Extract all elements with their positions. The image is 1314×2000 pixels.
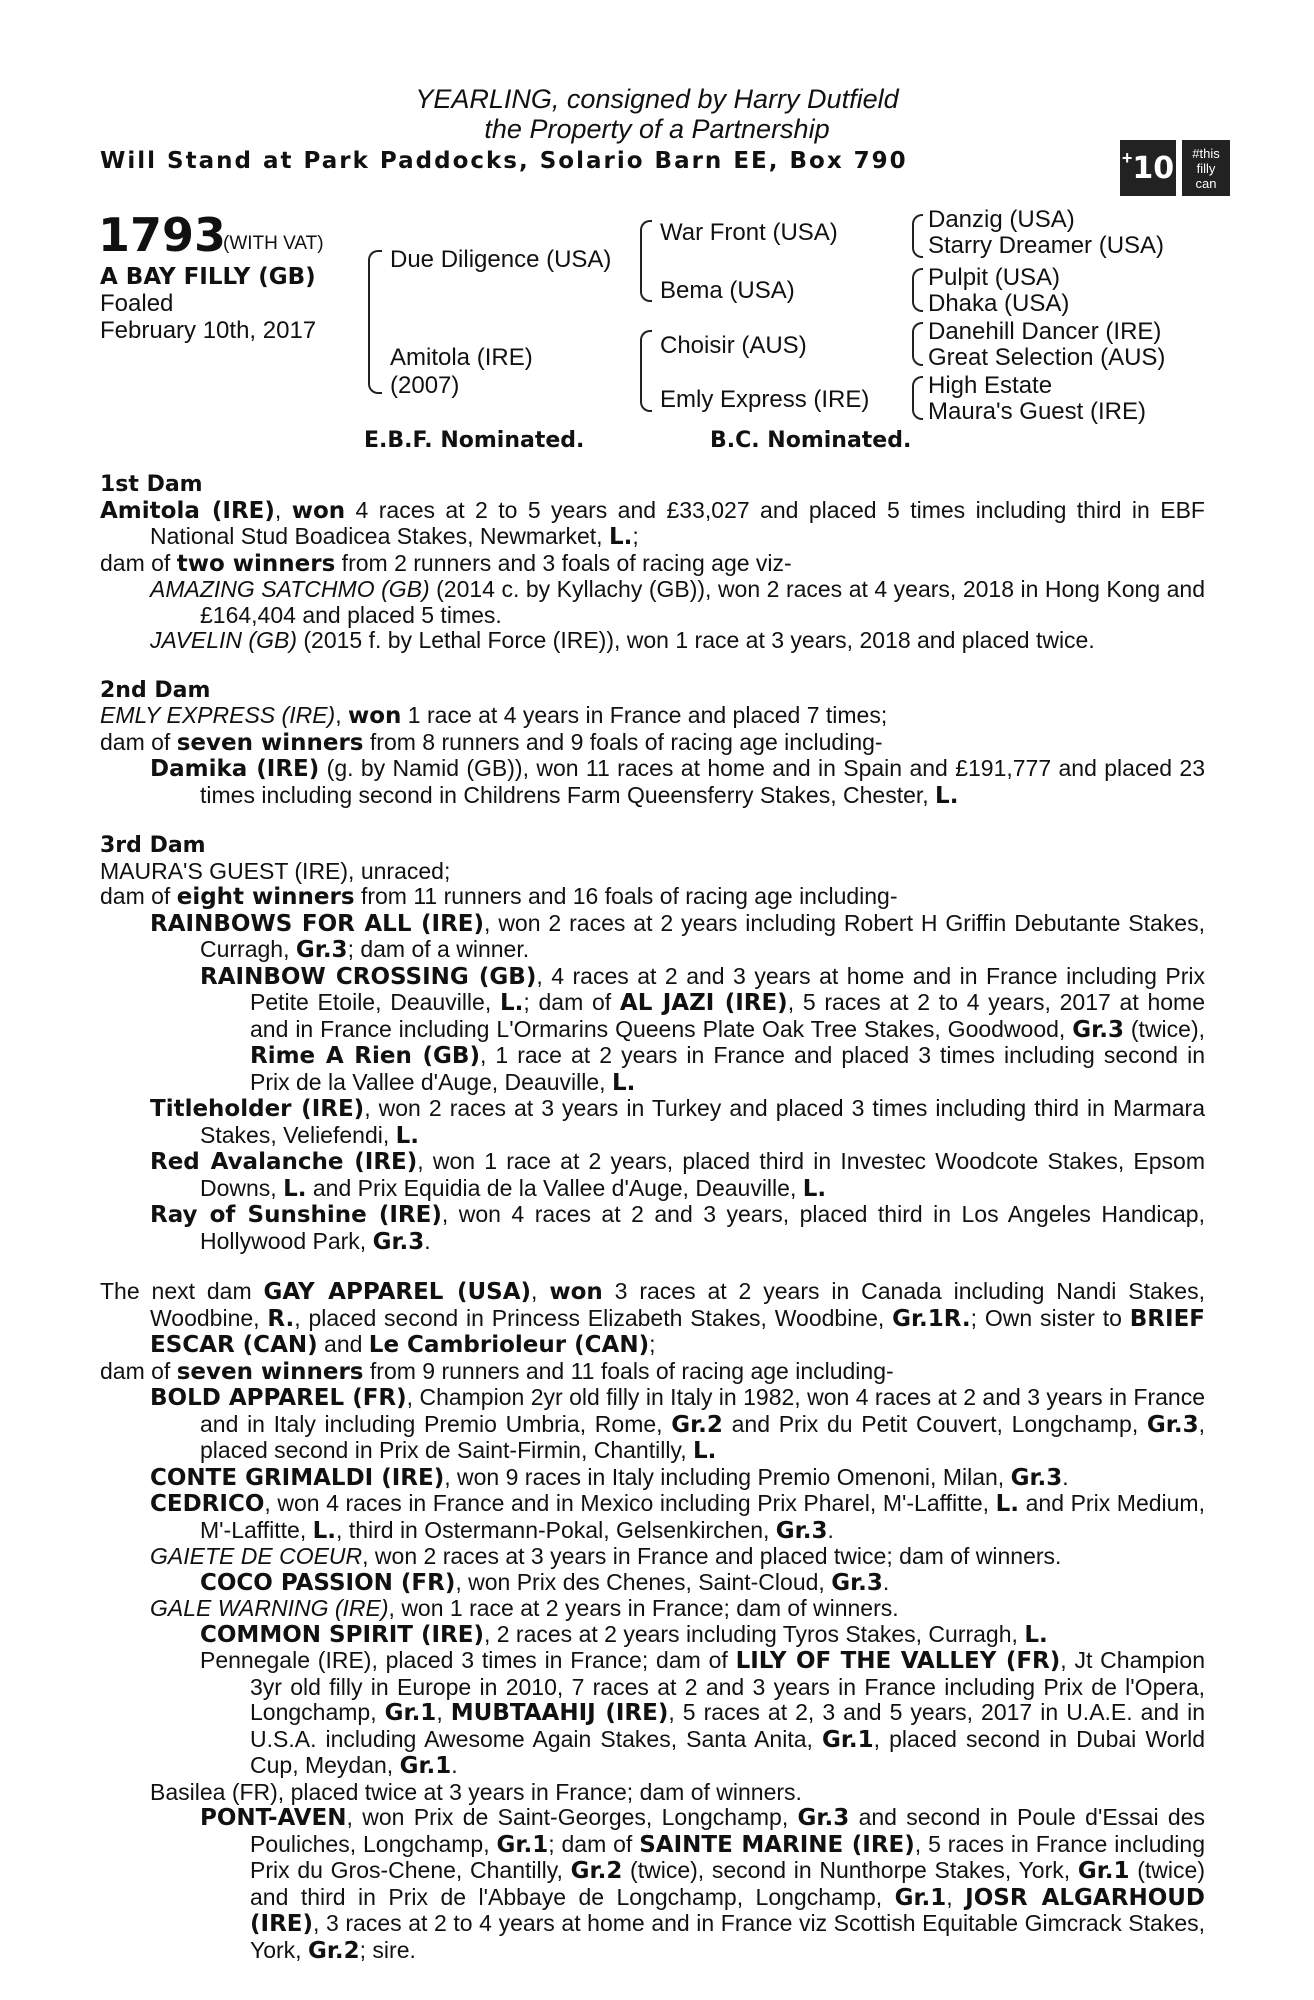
- produce-titleholder: Titleholder (IRE), won 2 races at 3 years in Turkey and placed 3 times including third in Marmara Stakes, Veliefendi, L.: [150, 1095, 1205, 1149]
- produce-amazing-satchmo: AMAZING SATCHMO (GB) (2014 c. by Kyllachy (GB)), won 2 races at 4 years, 2018 in Hong Kong and £164,404 and placed 5 times.: [150, 576, 1205, 628]
- ped-sdd: Dhaka (USA): [928, 290, 1070, 317]
- ebf-nomination: E.B.F. Nominated.: [364, 428, 585, 453]
- badge-tag-2: filly: [1196, 160, 1216, 176]
- produce-pont-aven: PONT-AVEN, won Prix de Saint-Georges, Longchamp, Gr.3 and second in Poule d'Essai des Pouliches, Longchamp, Gr.1; dam of SAINTE MARINE (IRE), 5 races in France including Prix du Gros-Chene, Chantilly, Gr.2 (twice), second in Nunthorpe Stakes, York, Gr.1 (twice) and third in Prix de l'Abbaye de Longchamp, Longchamp, Gr.1, JOSR ALGARHOUD (IRE), 3 races at 2 to 4 years at home and in France viz Scottish Equitable Gimcrack Stakes, York, Gr.2; sire.: [200, 1804, 1206, 1964]
- foaled-label: Foaled: [100, 290, 174, 317]
- badge-tag-3: can: [1195, 175, 1217, 191]
- pedigree-brace-dd: [912, 376, 923, 420]
- ped-sss: Danzig (USA): [928, 206, 1075, 233]
- ped-ddd: Maura's Guest (IRE): [928, 398, 1146, 425]
- pedigree-brace-sd: [912, 268, 923, 312]
- vat-note: (WITH VAT): [223, 233, 324, 254]
- dam-of-sire: Bema (USA): [660, 277, 795, 304]
- pedigree-brace-sire: [640, 220, 652, 302]
- badge-tag-1: #this: [1192, 145, 1220, 161]
- first-dam-produce-summary: dam of two winners from 2 runners and 3 foals of racing age viz-: [100, 549, 792, 577]
- lot-number: 1793: [98, 208, 227, 262]
- dam-of-dam: Emly Express (IRE): [660, 386, 870, 413]
- third-dam-produce-summary: dam of eight winners from 11 runners and 16 foals of racing age including-: [100, 883, 898, 910]
- pedigree-brace-ss: [912, 214, 923, 258]
- this-filly-can-badge: [1182, 140, 1230, 196]
- tenx-badge: [1120, 140, 1176, 196]
- produce-ray-of-sunshine: Ray of Sunshine (IRE), won 4 races at 2 and 3 years, placed third in Los Angeles Handicap, Hollywood Park, Gr.3.: [150, 1201, 1205, 1255]
- pedigree-brace-gen1: [368, 250, 382, 394]
- dam-year: (2007): [390, 372, 460, 399]
- badge-plus: +: [1121, 147, 1133, 168]
- produce-common-spirit: COMMON SPIRIT (IRE), 2 races at 2 years including Tyros Stakes, Curragh, L.: [200, 1620, 1048, 1648]
- ped-dss: Danehill Dancer (IRE): [928, 318, 1162, 345]
- next-dam-produce-summary: dam of seven winners from 9 runners and 11 foals of racing age including-: [100, 1357, 894, 1385]
- first-dam-entry: Amitola (IRE), won 4 races at 2 to 5 years and £33,027 and placed 5 times including third in EBF National Stud Boadicea Stakes, Newmarket, L.;: [100, 496, 1205, 550]
- pedigree-brace-dam: [640, 330, 652, 412]
- sire-of-dam: Choisir (AUS): [660, 332, 807, 359]
- produce-damika: Damika (IRE) (g. by Namid (GB)), won 11 races at home and in Spain and £191,777 and placed 23 times including second in Childrens Farm Queensferry Stakes, Chester, L.: [150, 755, 1205, 809]
- consignor-line: YEARLING, consigned by Harry Dutfield: [415, 84, 899, 114]
- ped-sds: Pulpit (USA): [928, 264, 1061, 291]
- produce-javelin: JAVELIN (GB) (2015 f. by Lethal Force (IRE)), won 1 race at 3 years, 2018 and placed twice.: [150, 627, 1095, 653]
- horse-name: A BAY FILLY (GB): [100, 264, 316, 290]
- ped-dsd: Great Selection (AUS): [928, 344, 1166, 371]
- produce-rainbows-for-all: RAINBOWS FOR ALL (IRE), won 2 races at 2 years including Robert H Griffin Debutante Stakes, Curragh, Gr.3; dam of a winner.: [150, 909, 1205, 963]
- produce-red-avalanche: Red Avalanche (IRE), won 1 race at 2 years, placed third in Investec Woodcote Stakes, Epsom Downs, L. and Prix Equidia de la Vallee d'Auge, Deauville, L.: [150, 1148, 1206, 1202]
- produce-basilea: Basilea (FR), placed twice at 3 years in France; dam of winners.: [150, 1778, 802, 1805]
- next-dam-entry: The next dam GAY APPAREL (USA), won 3 races at 2 years in Canada including Nandi Stakes, Woodbine, R., placed second in Princess Elizabeth Stakes, Woodbine, Gr.1R.; Own sister to BRIEF ESCAR (CAN) and Le Cambrioleur (CAN);: [100, 1278, 1206, 1358]
- produce-bold-apparel: BOLD APPAREL (FR), Champion 2yr old filly in Italy in 1982, won 4 races at 2 and 3 years in France and in Italy including Premio Umbria, Rome, Gr.2 and Prix du Petit Couvert, Longchamp, Gr.3, placed second in Prix de Saint-Firmin, Chantilly, L.: [150, 1384, 1205, 1464]
- ped-dds: High Estate: [928, 372, 1053, 399]
- sire-of-sire: War Front (USA): [660, 219, 838, 246]
- foaled-date: February 10th, 2017: [100, 317, 317, 344]
- produce-coco-passion: COCO PASSION (FR), won Prix des Chenes, Saint-Cloud, Gr.3.: [200, 1568, 890, 1596]
- produce-conte-grimaldi: CONTE GRIMALDI (IRE), won 9 races in Italy including Premio Omenoni, Milan, Gr.3.: [150, 1463, 1069, 1491]
- sire: Due Diligence (USA): [390, 246, 612, 273]
- produce-gale-warning: GALE WARNING (IRE), won 1 race at 2 years in France; dam of winners.: [150, 1595, 899, 1621]
- third-dam-heading: 3rd Dam: [100, 833, 206, 858]
- produce-pennegale: Pennegale (IRE), placed 3 times in France; dam of LILY OF THE VALLEY (FR), Jt Champion 3yr old filly in Europe in 2010, 7 races at 2 and 3 years in France including Prix de l'Opera, Longchamp, Gr.1, MUBTAAHIJ (IRE), 5 races at 2, 3 and 5 years, 2017 in U.A.E. and in U.S.A. including Awesome Again Stakes, Santa Anita, Gr.1, placed second in Dubai World Cup, Meydan, Gr.1.: [200, 1647, 1206, 1779]
- first-dam-heading: 1st Dam: [100, 472, 203, 497]
- second-dam-heading: 2nd Dam: [100, 677, 211, 703]
- stand-location: Will Stand at Park Paddocks, Solario Barn EE, Box 790: [100, 148, 908, 174]
- second-dam-entry: EMLY EXPRESS (IRE), won 1 race at 4 years in France and placed 7 times;: [100, 702, 888, 729]
- catalogue-body: [100, 472, 1205, 1964]
- property-line: the Property of a Partnership: [484, 114, 830, 144]
- bc-nomination: B.C. Nominated.: [710, 428, 912, 453]
- produce-gaiete-de-coeur: GAIETE DE COEUR, won 2 races at 3 years in France and placed twice; dam of winners.: [150, 1543, 1062, 1569]
- produce-cedrico: CEDRICO, won 4 races in France and in Mexico including Prix Pharel, M'-Laffitte, L. and Prix Medium, M'-Laffitte, L., third in Ostermann-Pokal, Gelsenkirchen, Gr.3.: [150, 1490, 1205, 1544]
- badge-number: 10: [1132, 150, 1175, 186]
- pedigree-brace-ds: [912, 322, 923, 366]
- ped-ssd: Starry Dreamer (USA): [928, 232, 1165, 259]
- third-dam-entry: MAURA'S GUEST (IRE), unraced;: [100, 857, 451, 884]
- produce-rainbow-crossing: RAINBOW CROSSING (GB), 4 races at 2 and 3 years at home and in France including Prix Petite Etoile, Deauville, L.; dam of AL JAZI (IRE), 5 races at 2 to 4 years, 2017 at home and in France including L'Ormarins Queens Plate Oak Tree Stakes, Goodwood, Gr.3 (twice), Rime A Rien (GB), 1 race at 2 years in France and placed 3 times including second in Prix de la Vallee d'Auge, Deauville, L.: [200, 962, 1206, 1096]
- second-dam-produce-summary: dam of seven winners from 8 runners and 9 foals of racing age including-: [100, 728, 883, 756]
- dam: Amitola (IRE): [390, 344, 533, 371]
